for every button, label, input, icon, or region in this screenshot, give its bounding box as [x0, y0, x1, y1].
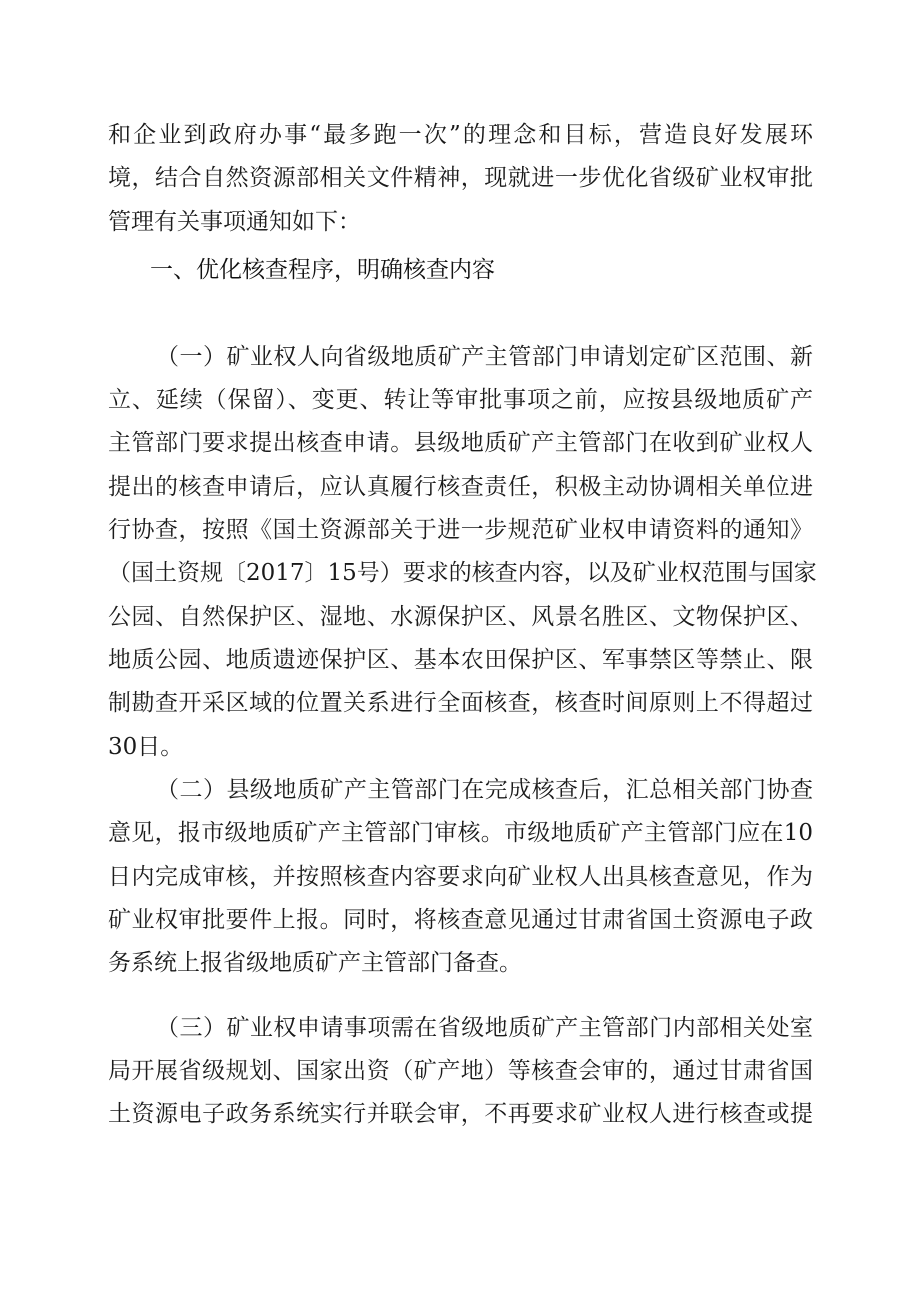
para3-line-3: 土资源电子政务系统实行并联会审，不再要求矿业权人进行核查或提	[108, 1101, 813, 1127]
intro-line-2: 境，结合自然资源部相关文件精神，现就进一步优化省级矿业权审批	[108, 165, 813, 191]
section-heading: 一、优化核查程序，明确核查内容	[150, 257, 495, 283]
para1-line-1: （一）矿业权人向省级地质矿产主管部门申请划定矿区范围、新	[156, 344, 813, 370]
para1-line-5: 行协查，按照《国土资源部关于进一步规范矿业权申请资料的通知》	[108, 517, 813, 543]
para2-line-4: 矿业权审批要件上报。同时，将核查意见通过甘肃省国土资源电子政	[108, 907, 813, 933]
para1-line-2: 立、延续（保留）、变更、转让等审批事项之前，应按县级地质矿产	[108, 387, 813, 413]
para1-line-7: 公园、自然保护区、湿地、水源保护区、风景名胜区、文物保护区、	[108, 604, 813, 630]
para1-line-8: 地质公园、地质遗迹保护区、基本农田保护区、军事禁区等禁止、限	[108, 647, 813, 673]
para3-line-1: （三）矿业权申请事项需在省级地质矿产主管部门内部相关处室	[156, 1015, 813, 1041]
para2-line-3: 日内完成审核，并按照核查内容要求向矿业权人出具核查意见，作为	[108, 864, 813, 890]
intro-line-3: 管理有关事项通知如下：	[108, 209, 361, 235]
para2-line-2: 意见，报市级地质矿产主管部门审核。市级地质矿产主管部门应在10	[108, 820, 813, 846]
para1-line-3: 主管部门要求提出核查申请。县级地质矿产主管部门在收到矿业权人	[108, 430, 813, 456]
intro-line-1: 和企业到政府办事“最多跑一次”的理念和目标，营造良好发展环	[108, 122, 813, 148]
para2-line-5: 务系统上报省级地质矿产主管部门备查。	[108, 950, 522, 976]
para1-line-9: 制勘查开采区域的位置关系进行全面核查，核查时间原则上不得超过	[108, 690, 813, 716]
para3-line-2: 局开展省级规划、国家出资（矿产地）等核查会审的，通过甘肃省国	[108, 1058, 813, 1084]
para1-line-4: 提出的核查申请后，应认真履行核查责任，积极主动协调相关单位进	[108, 474, 813, 500]
para1-line-10: 30日。	[108, 734, 184, 760]
para2-line-1: （二）县级地质矿产主管部门在完成核查后，汇总相关部门协查	[156, 777, 813, 803]
para1-line-6: （国土资规〔2017〕15号）要求的核查内容，以及矿业权范围与国家	[108, 560, 817, 586]
